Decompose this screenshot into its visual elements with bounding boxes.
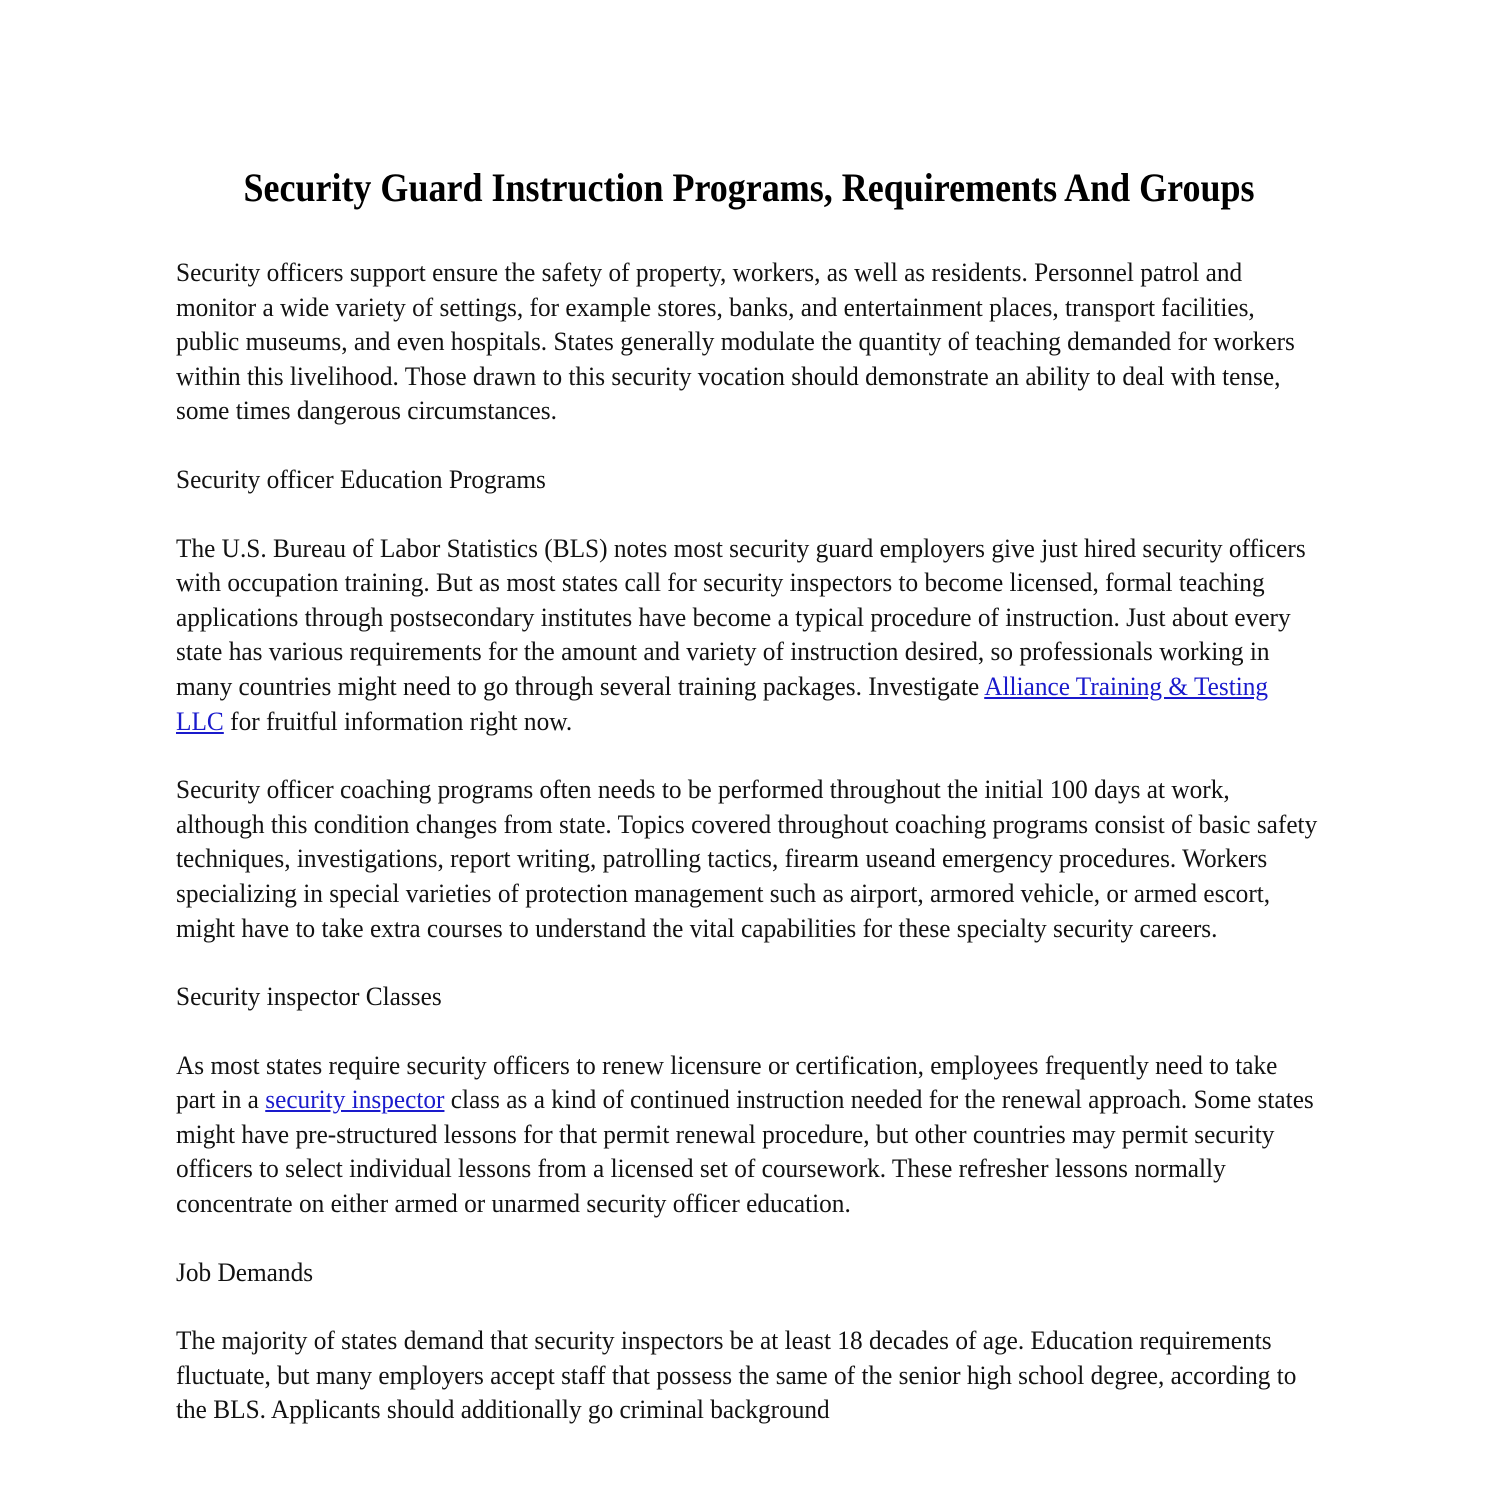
renewal-paragraph-text-after: class as a kind of continued instruction needed for the renewal approach. Some states might have pre-structured lessons for that permit renewal procedure, but other countries may permit security officers to select individual lessons from a licensed set of coursework. These refresher lessons normally concentrate on either armed or unarmed security officer education. xyxy=(176,1084,1314,1219)
bls-paragraph xyxy=(176,531,1322,739)
coaching-programs-paragraph: Security officer coaching programs often needs to be performed throughout the initial 100 days at work, although this condition changes from state. Topics covered throughout coaching programs consist of basic safety techniques, investigations, report writing, patrolling tactics, firearm useand emergency procedures. Workers specializing in special varieties of protection management such as airport, armored vehicle, or armed escort, might have to take extra courses to understand the vital capabilities for these specialty security careers. xyxy=(176,774,1318,943)
bls-paragraph-text-before: The U.S. Bureau of Labor Statistics (BLS) notes most security guard employers give just hired security officers with occupation training. But as most states call for security inspectors to become licensed, formal teaching applications through postsecondary institutes have become a typical procedure of instruction. Just about every state has various requirements for the amount and variety of instruction desired, so professionals working in many countries might need to go through several training packages. Investigate xyxy=(176,532,1306,701)
link-alliance-training-testing-llc[interactable]: Alliance Training & Testing LLC xyxy=(176,670,1269,736)
document-content xyxy=(176,165,1322,1461)
renewal-paragraph xyxy=(176,1048,1322,1221)
renewal-paragraph-text-before: As most states require security officers to renew licensure or certification, employees frequently need to take part in a xyxy=(176,1049,1278,1115)
heading-education-programs: Security officer Education Programs xyxy=(176,463,546,494)
heading-job-demands: Job Demands xyxy=(176,1256,314,1287)
page-title: Security Guard Instruction Programs, Requirements And Groups xyxy=(243,165,1255,210)
intro-paragraph: Security officers support ensure the safety of property, workers, as well as residents. Personnel patrol and monitor a wide variety of settings, for example stores, banks, and entertainment places, transport facilities, public museums, and even hospitals. States generally modulate the quantity of teaching demanded for workers within this livelihood. Those drawn to this security vocation should demonstrate an ability to deal with tense, some times dangerous circumstances. xyxy=(176,257,1295,426)
bls-paragraph-text-after: for fruitful information right now. xyxy=(223,705,573,736)
link-security-inspector[interactable]: security inspector xyxy=(265,1084,445,1115)
job-demands-paragraph: The majority of states demand that security inspectors be at least 18 decades of age. Education requirements fluctuate, but many employers accept staff that possess the same of the senior high school degree, according to the BLS. Applicants should additionally go criminal background xyxy=(176,1325,1297,1425)
heading-inspector-classes: Security inspector Classes xyxy=(176,981,442,1012)
